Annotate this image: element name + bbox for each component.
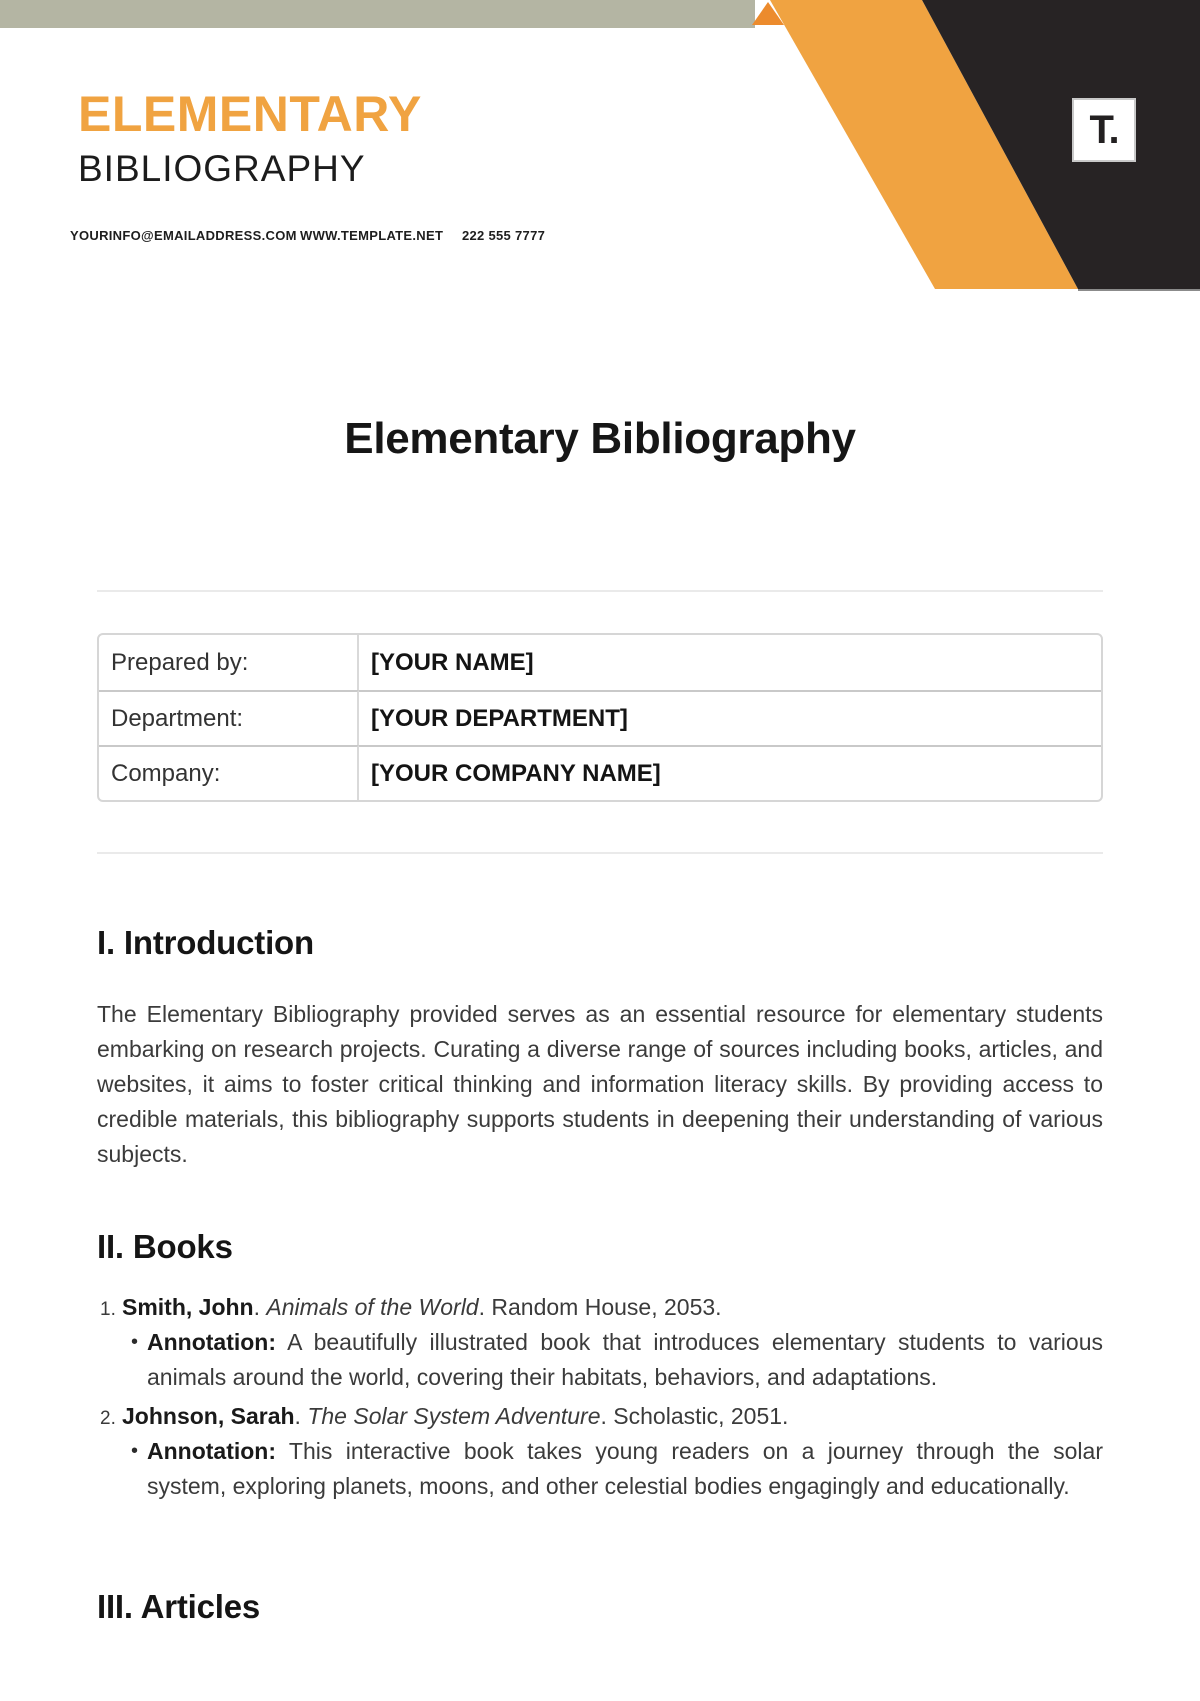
divider-top (97, 590, 1103, 592)
annotation-label: Annotation: (147, 1438, 277, 1464)
table-row (99, 690, 1101, 745)
section-heading-introduction: I. Introduction (97, 924, 314, 961)
divider-bottom (97, 852, 1103, 854)
beige-top-bar (0, 0, 755, 28)
info-label-department: Department: (99, 690, 359, 745)
book-title: Animals of the World (266, 1294, 479, 1320)
list-item (97, 1399, 1103, 1504)
page-header (0, 0, 1200, 289)
brand-subtitle: BIBLIOGRAPHY (78, 148, 366, 189)
table-row (99, 745, 1101, 800)
separator: . (294, 1403, 308, 1429)
separator: . (253, 1294, 267, 1320)
info-value-name: [YOUR NAME] (371, 648, 534, 676)
book-publisher: . Scholastic, 2051. (600, 1403, 789, 1429)
annotation-text: This interactive book takes young readers on a journey through the solar system, exploring planets, moons, and other celestial bodies engagingly and educationally. (147, 1438, 1103, 1499)
list-item (97, 1290, 1103, 1395)
brand-title: ELEMENTARY (78, 86, 422, 142)
info-table (97, 633, 1103, 802)
annotation-text: A beautifully illustrated book that introduces elementary students to various animals around the world, covering their habitats, behaviors, and adaptations. (147, 1329, 1103, 1390)
template-logo (1072, 98, 1136, 162)
contact-email: YOURINFO@EMAILADDRESS.COM (70, 228, 297, 243)
annotation-block (131, 1325, 1103, 1395)
list-number: 2. (100, 1408, 116, 1429)
bullet-icon: • (131, 1331, 139, 1353)
introduction-paragraph: The Elementary Bibliography provided serves as an essential resource for elementary students embarking on research projects. Curating a diverse range of sources including books, articles, and websites, it aims to foster critical thinking and information literacy skills. By providing access to credible materials, this bibliography supports students in deepening their understanding of various subjects. (97, 1001, 1103, 1167)
book-author: Smith, John (122, 1294, 254, 1320)
book-publisher: . Random House, 2053. (478, 1294, 722, 1320)
gray-edge-strip (1078, 289, 1200, 291)
info-value-company: [YOUR COMPANY NAME] (359, 745, 1101, 800)
section-heading-articles: III. Articles (97, 1588, 261, 1625)
contact-row (0, 228, 760, 244)
book-title: The Solar System Adventure (307, 1403, 601, 1429)
info-label-prepared-by: Prepared by: (99, 635, 359, 690)
section-heading-books: II. Books (97, 1228, 233, 1265)
book-author: Johnson, Sarah (122, 1403, 295, 1429)
brand-block (78, 86, 422, 189)
table-row (99, 635, 1101, 690)
list-number: 1. (100, 1299, 116, 1320)
annotation-label: Annotation: (147, 1329, 277, 1355)
bullet-icon: • (131, 1440, 139, 1462)
info-label-company: Company: (99, 745, 359, 800)
document-title: Elementary Bibliography (344, 414, 856, 463)
contact-phone: 222 555 7777 (462, 228, 546, 243)
document-body (0, 414, 1200, 1625)
contact-website: WWW.TEMPLATE.NET (300, 228, 444, 243)
books-list (97, 1290, 1103, 1504)
logo-letter: T. (1089, 108, 1119, 152)
annotation-block (131, 1434, 1103, 1504)
info-value-department: [YOUR DEPARTMENT] (359, 690, 1101, 745)
